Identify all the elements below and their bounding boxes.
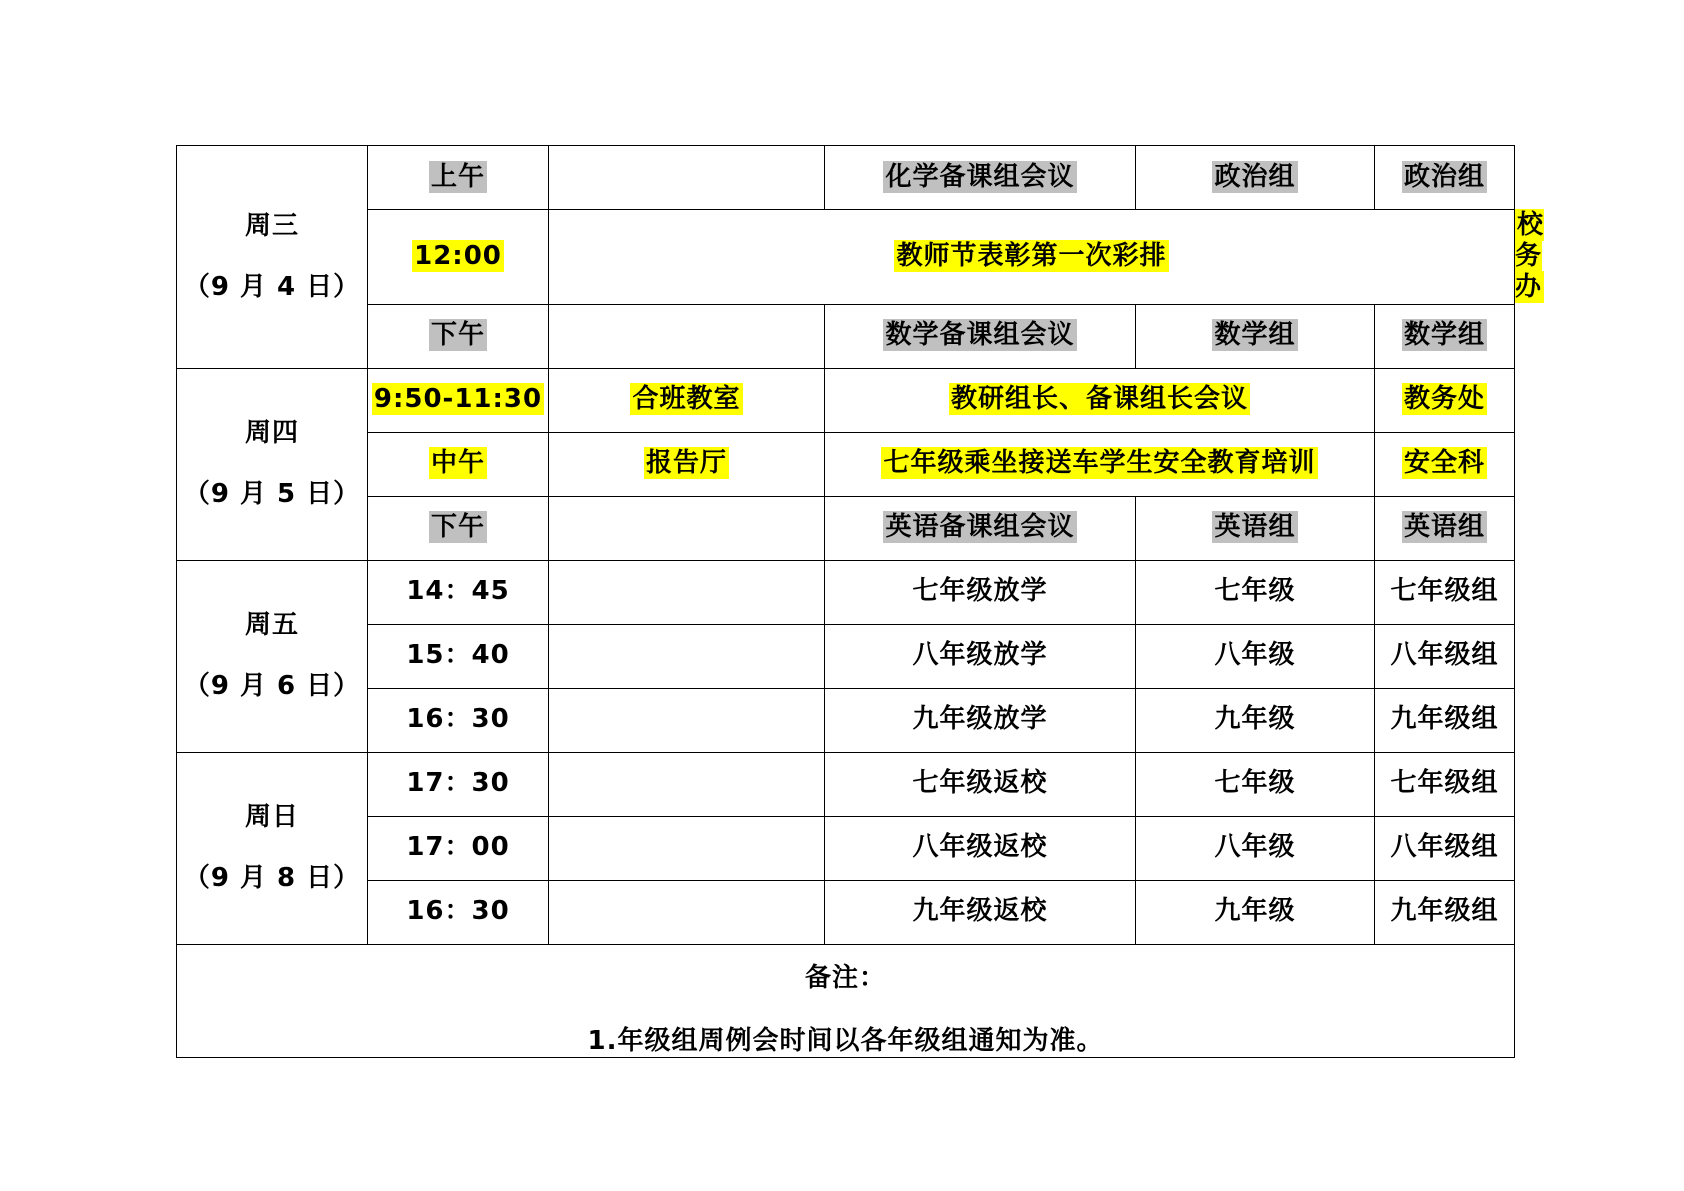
time-cell [368, 432, 549, 496]
table-row [177, 304, 1515, 368]
table-row [177, 816, 1515, 880]
event-cell [549, 210, 1515, 305]
time-text: 上午 [430, 161, 485, 192]
event-cell: 八年级放学 [825, 624, 1136, 688]
event-text: 数学备课组会议 [885, 320, 1075, 351]
event-cell: 七年级放学 [825, 560, 1136, 624]
time-cell: 15：40 [368, 624, 549, 688]
location-cell [549, 880, 825, 944]
location-cell [549, 624, 825, 688]
notes-line: 1.年级组周例会时间以各年级组通知为准。 [587, 1025, 1104, 1056]
participants-text: 数学组 [1214, 320, 1296, 351]
table-row [177, 560, 1515, 624]
date-label: （9 月 4 日） [183, 271, 361, 302]
table-row [177, 210, 1515, 305]
event-cell [825, 496, 1136, 560]
date-label: （9 月 6 日） [183, 671, 361, 702]
event-cell [825, 432, 1375, 496]
notes-row [177, 944, 1515, 1057]
time-cell: 16：30 [368, 688, 549, 752]
day-cell [177, 146, 368, 369]
location-cell [549, 304, 825, 368]
time-cell [368, 146, 549, 210]
location-cell [549, 816, 825, 880]
participants-cell: 八年级 [1136, 624, 1375, 688]
location-text: 报告厅 [645, 448, 727, 479]
day-cell [177, 752, 368, 944]
owner-cell: 八年级组 [1375, 624, 1515, 688]
time-cell: 17：30 [368, 752, 549, 816]
date-label: （9 月 8 日） [183, 863, 361, 894]
owner-cell: 七年级组 [1375, 560, 1515, 624]
time-cell [368, 368, 549, 432]
notes-cell [177, 944, 1515, 1057]
table-row [177, 880, 1515, 944]
event-text: 英语备课组会议 [885, 512, 1075, 543]
time-cell [368, 496, 549, 560]
table-row [177, 368, 1515, 432]
location-cell [549, 146, 825, 210]
day-cell [177, 368, 368, 560]
location-text: 合班教室 [632, 384, 741, 415]
location-cell [549, 368, 825, 432]
day-label: 周四 [244, 417, 299, 448]
table-row [177, 496, 1515, 560]
date-label: （9 月 5 日） [183, 479, 361, 510]
event-text: 教研组长、备课组长会议 [950, 384, 1248, 415]
owner-text: 教务处 [1403, 384, 1485, 415]
owner-text: 校务办 [1515, 210, 1545, 303]
location-cell [549, 560, 825, 624]
time-cell: 16：30 [368, 880, 549, 944]
table-row [177, 432, 1515, 496]
participants-text: 政治组 [1214, 161, 1296, 192]
time-cell [368, 304, 549, 368]
location-cell [549, 752, 825, 816]
owner-text: 英语组 [1403, 512, 1485, 543]
owner-text: 安全科 [1403, 448, 1485, 479]
participants-cell [1136, 146, 1375, 210]
event-text: 教师节表彰第一次彩排 [896, 241, 1167, 272]
event-cell [825, 146, 1136, 210]
event-cell: 七年级返校 [825, 752, 1136, 816]
owner-cell [1375, 432, 1515, 496]
time-text: 9:50-11:30 [373, 384, 543, 415]
table-row [177, 146, 1515, 210]
owner-cell: 九年级组 [1375, 688, 1515, 752]
owner-cell [1375, 304, 1515, 368]
location-cell [549, 496, 825, 560]
time-text: 下午 [430, 320, 485, 351]
time-cell: 14：45 [368, 560, 549, 624]
participants-cell [1136, 304, 1375, 368]
event-text: 七年级乘坐接送车学生安全教育培训 [883, 448, 1316, 479]
owner-cell: 八年级组 [1375, 816, 1515, 880]
event-cell [825, 368, 1375, 432]
time-text: 中午 [430, 448, 485, 479]
owner-cell [1375, 496, 1515, 560]
time-text: 下午 [430, 512, 485, 543]
event-cell: 八年级返校 [825, 816, 1136, 880]
schedule-table [176, 145, 1545, 1058]
event-cell [825, 304, 1136, 368]
time-text: 12:00 [414, 241, 502, 272]
table-row [177, 752, 1515, 816]
owner-cell: 九年级组 [1375, 880, 1515, 944]
table-row [177, 624, 1515, 688]
day-label: 周日 [244, 801, 299, 832]
time-cell: 17：00 [368, 816, 549, 880]
table-row [177, 688, 1515, 752]
notes-title: 备注： [804, 962, 886, 993]
location-cell [549, 432, 825, 496]
time-cell [368, 210, 549, 305]
location-cell [549, 688, 825, 752]
owner-cell [1375, 368, 1515, 432]
participants-cell: 七年级 [1136, 752, 1375, 816]
participants-cell [1136, 496, 1375, 560]
participants-cell: 七年级 [1136, 560, 1375, 624]
day-label: 周三 [244, 210, 299, 241]
event-text: 化学备课组会议 [885, 161, 1075, 192]
owner-text: 政治组 [1403, 161, 1485, 192]
owner-cell [1375, 146, 1515, 210]
owner-text: 数学组 [1403, 320, 1485, 351]
participants-text: 英语组 [1214, 512, 1296, 543]
participants-cell: 九年级 [1136, 880, 1375, 944]
event-cell: 九年级返校 [825, 880, 1136, 944]
participants-cell: 八年级 [1136, 816, 1375, 880]
participants-cell: 九年级 [1136, 688, 1375, 752]
event-cell: 九年级放学 [825, 688, 1136, 752]
day-label: 周五 [244, 609, 299, 640]
day-cell [177, 560, 368, 752]
owner-cell: 七年级组 [1375, 752, 1515, 816]
